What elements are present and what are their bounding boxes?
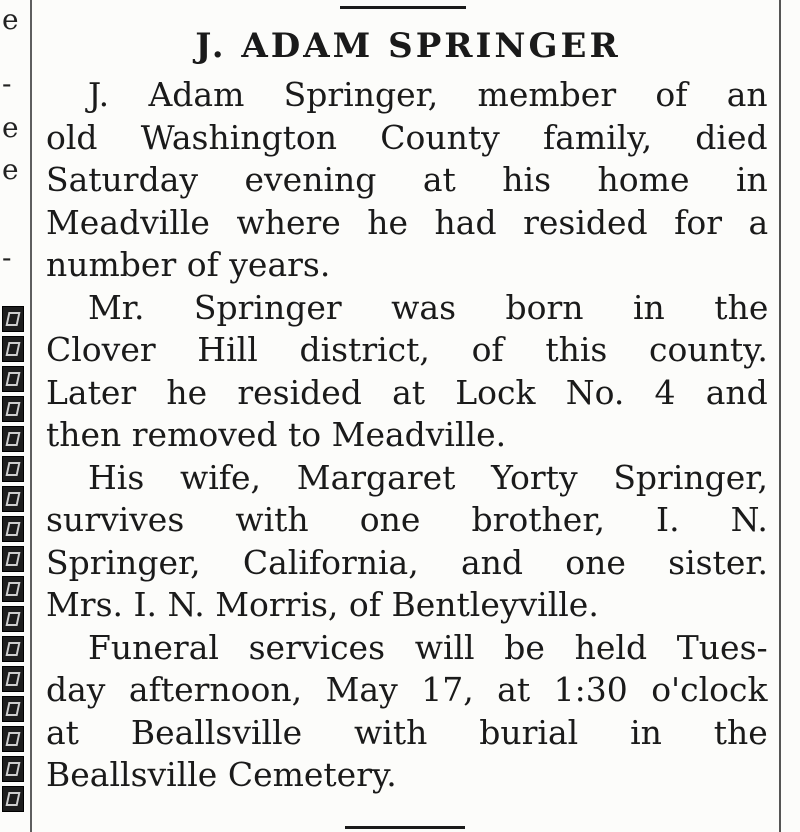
text-line: survives with one brother, I. N.	[46, 500, 768, 539]
fragment-letter: e	[2, 111, 19, 144]
text-line: His wife, Margaret Yorty Springer,	[88, 457, 768, 497]
ad-block	[2, 396, 24, 422]
ad-block	[2, 306, 24, 332]
paragraph-4	[46, 627, 768, 797]
text-line: Funeral services will be held Tues-	[88, 627, 768, 667]
fragment-letter: e	[2, 153, 19, 186]
adjacent-ad-strip	[0, 300, 26, 832]
ad-block	[2, 576, 24, 602]
text-line: day afternoon, May 17, at 1:30 o'clock	[46, 670, 768, 709]
text-line: at Beallsville with burial in the	[46, 712, 768, 752]
text-line: J. Adam Springer, member of an	[88, 75, 768, 114]
ad-block	[2, 636, 24, 662]
ad-block	[2, 426, 24, 452]
bottom-column-rule	[345, 826, 465, 829]
text-line: old Washington County family, died	[46, 117, 768, 157]
text-line: Later he resided at Lock No. 4 and	[46, 372, 768, 412]
text-line: Saturday evening at his home in	[46, 160, 768, 199]
fragment-letter: -	[2, 67, 12, 100]
text-line: Meadville where he had resided for a	[46, 202, 769, 242]
right-column-rule	[779, 0, 781, 832]
text-line: Beallsville Cemetery.	[46, 755, 397, 794]
ad-block	[2, 756, 24, 782]
adjacent-column-fragments	[0, 0, 30, 290]
left-column-rule	[30, 0, 32, 832]
text-line: then removed to Meadville.	[46, 415, 507, 454]
ad-block	[2, 726, 24, 752]
text-line: Springer, California, and one sister.	[46, 542, 768, 582]
fragment-letter: -	[2, 241, 12, 274]
ad-block	[2, 516, 24, 542]
text-line: Mr. Springer was born in the	[88, 287, 769, 327]
obituary-body	[46, 74, 768, 797]
ad-block	[2, 786, 24, 812]
ad-block	[2, 666, 24, 692]
obituary-headline: J. ADAM SPRINGER	[195, 26, 621, 66]
top-column-rule	[340, 6, 466, 9]
ad-block	[2, 546, 24, 572]
paragraph-3	[46, 457, 768, 627]
text-line: Mrs. I. N. Morris, of Bentleyville.	[46, 585, 599, 624]
text-line: number of years.	[46, 245, 331, 284]
text-line: Clover Hill district, of this county.	[46, 330, 768, 369]
ad-block	[2, 606, 24, 632]
fragment-letter: e	[2, 3, 19, 36]
paragraph-2	[46, 287, 768, 457]
ad-block	[2, 336, 24, 362]
paragraph-1	[46, 74, 768, 287]
ad-block	[2, 366, 24, 392]
ad-block	[2, 486, 24, 512]
ad-block	[2, 696, 24, 722]
ad-block	[2, 456, 24, 482]
